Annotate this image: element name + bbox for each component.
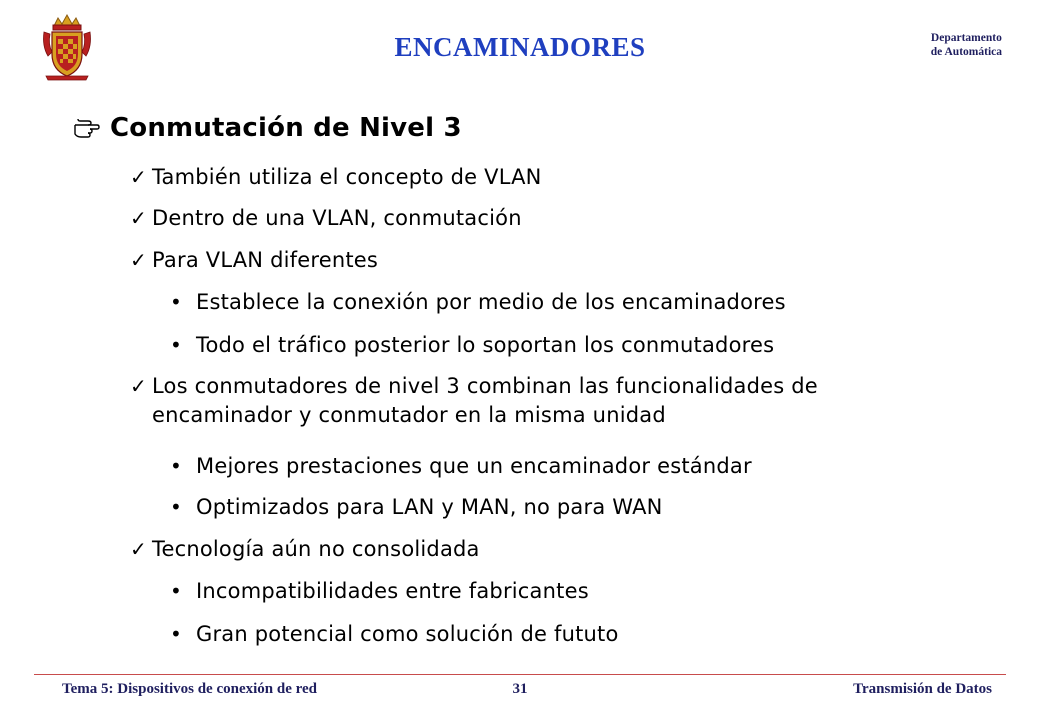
- check-mark-icon: ✓: [130, 165, 147, 189]
- footer-topic: Tema 5: Dispositivos de conexión de red: [62, 681, 318, 697]
- section-heading: [74, 113, 462, 143]
- list-item: [170, 493, 663, 522]
- list-item: [170, 577, 589, 606]
- list-item: [170, 288, 786, 317]
- pointing-hand-icon: [74, 117, 100, 139]
- bullet-dot-icon: •: [170, 454, 182, 478]
- footer-divider: [34, 674, 1006, 675]
- department-line-2: de Automática: [930, 46, 1002, 58]
- department-line-1: Departamento: [930, 32, 1002, 44]
- list-item-text: Todo el tráfico posterior lo soportan los conmutadores: [196, 333, 775, 357]
- section-title: Conmutación de Nivel 3: [110, 113, 462, 143]
- list-item-text: También utiliza el concepto de VLAN: [152, 165, 542, 189]
- list-item-text: Mejores prestaciones que un encaminador estándar: [196, 454, 752, 478]
- list-item-text: Tecnología aún no consolidada: [152, 537, 480, 561]
- footer-course: Transmisión de Datos: [853, 681, 992, 697]
- check-mark-icon: ✓: [130, 206, 147, 230]
- list-item: [170, 620, 619, 649]
- list-item-text: Los conmutadores de nivel 3 combinan las funcionalidades de encaminador y conmutador en la misma unidad: [152, 374, 818, 427]
- check-mark-icon: ✓: [130, 537, 147, 561]
- check-mark-icon: ✓: [130, 248, 147, 272]
- check-mark-icon: ✓: [130, 374, 147, 398]
- list-item-text: Para VLAN diferentes: [152, 248, 379, 272]
- list-item: [130, 372, 952, 430]
- list-item-text: Optimizados para LAN y MAN, no para WAN: [196, 495, 663, 519]
- list-item: [130, 163, 542, 192]
- list-item: [130, 204, 522, 233]
- list-item: [130, 246, 378, 275]
- bullet-dot-icon: •: [170, 333, 182, 357]
- list-item-text: Incompatibilidades entre fabricantes: [196, 579, 589, 603]
- bullet-dot-icon: •: [170, 290, 182, 314]
- list-item-text: Dentro de una VLAN, conmutación: [152, 206, 522, 230]
- list-item: [170, 452, 752, 481]
- bullet-dot-icon: •: [170, 579, 182, 603]
- bullet-dot-icon: •: [170, 622, 182, 646]
- list-item-text: Establece la conexión por medio de los encaminadores: [196, 290, 786, 314]
- department-label: [931, 31, 1002, 59]
- slide-title: ENCAMINADORES: [394, 32, 646, 62]
- page-number: 31: [512, 681, 528, 697]
- list-item-text: Gran potencial como solución de fututo: [196, 622, 619, 646]
- list-item: [170, 331, 774, 360]
- list-item: [130, 535, 480, 564]
- bullet-dot-icon: •: [170, 495, 182, 519]
